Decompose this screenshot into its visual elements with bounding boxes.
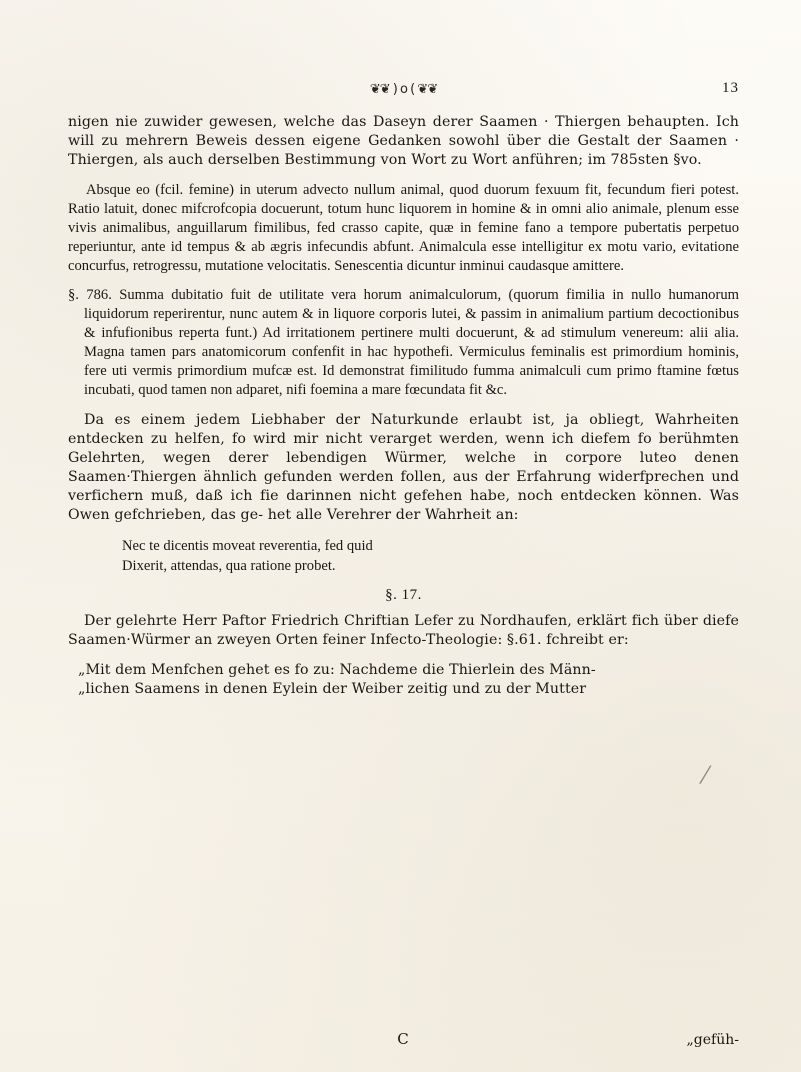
paragraph-german-2: [68, 411, 739, 524]
german-quote-line-1: „Mit dem Menfchen gehet es fo zu: Nachdeme die Thierlein des Männ‐: [78, 662, 596, 679]
ink-mark: /: [697, 757, 713, 792]
page-footer: [0, 1030, 801, 1048]
german-2-text: Da es einem jedem Liebhaber der Naturkunde erlaubt ist, ja obliegt, Wahrheiten entdecken zu helfen, fo wird mir nicht verarget werden, wenn ich diefem fo berühmten Gelehrten, wegen derer lebendigen Würmer, welche in corpore luteo denen Saamen·Thiergen ähnlich gefunden werden follen, aus der Erfahrung widerfprechen und verfichern muß, daß ich fie darinnen nicht gefehen habe, noch entdecken können. Was Owen gefchrieben, das ge‐ het alle Verehrer der Wahrheit an:: [68, 412, 739, 523]
latin-2-body: [68, 286, 739, 400]
header-ornament: ❦❦ ) o ( ❦❦: [369, 82, 438, 97]
german-3-text: Der gelehrte Herr Paftor Friedrich Chriftian Lefer zu Nordhaufen, erklärt fich über diefe Saamen·Würmer an zweyen Orten feiner Infecto-Theologie: §.61. fchreibt er:: [68, 613, 739, 649]
latin-verse-quote: [122, 536, 739, 577]
page-header: [68, 78, 739, 100]
catchword: „gefüh‐: [686, 1032, 739, 1048]
german-quotation: [78, 661, 739, 699]
paragraph-german-intro: [68, 113, 739, 170]
paragraph-latin-2: [68, 286, 739, 400]
latin-verse-line-1: Nec te dicentis moveat reverentia, fed quid: [122, 537, 373, 554]
paragraph-latin-1: [68, 181, 739, 276]
signature-mark: C: [397, 1030, 410, 1048]
latin-2-text: Summa dubitatio fuit de utilitate vera horum animalculorum, (quorum fimilia in nullo humanorum liquidorum reperirentur, nunc autem & in liquore corporis lutei, & passim in animalium partium decoctionibus & infufionibus reperta funt.) Ad irritationem pertinere multi docuerunt, & ad stimulum venereum: alii alia. Magna tamen pars anatomicorum confenfit in hac hypothefi. Vermiculus feminalis est primordium hominis, fere uti vermis primordium mufcæ est. Id demonstrat fimilitudo fumma animalculi cum primo ftamine fœtus incubati, quod tamen non adparet, nifi foemina a mare fœcundata fit &c.: [84, 287, 739, 399]
german-quote-line-2: „lichen Saamens in denen Eylein der Weiber zeitig und zu der Mutter: [78, 681, 587, 698]
german-intro-text: nigen nie zuwider gewesen, welche das Daseyn derer Saamen · Thiergen behaupten. Ich will zu mehrern Beweis dessen eigene Gedanken sowohl über die Gestalt der Saamen · Thiergen, als auch derselben Bestimmung von Wort zu Wort anführen; im 785sten §vo.: [68, 114, 739, 168]
section-heading-17: §. 17.: [385, 586, 422, 603]
paragraph-german-3: [68, 612, 739, 650]
latin-verse-line-2: Dixerit, attendas, qua ratione probet.: [122, 558, 336, 575]
latin-1-text: Absque eo (fcil. femine) in uterum advecto nullum animal, quod duorum fexuum fit, fecundum fieri potest. Ratio latuit, donec mifcrofcopia docuerunt, totum hunc liquorem in homine & in omni alio animale, plenum esse vivis animalibus, anguillarum fimilibus, fed crasso capite, quæ in femine fano a tempore pubertatis perpetuo reperiuntur, ante id tempus & ab ægris infecundis abfunt. Animalcula esse intelligitur ex motu vario, evitatione concurfus, retrogressu, mutatione velocitatis. Senescentia dicuntur inminui caudasque amittere.: [68, 181, 739, 274]
section-number-786: §. 786.: [68, 287, 112, 304]
page-number: 13: [722, 80, 739, 96]
